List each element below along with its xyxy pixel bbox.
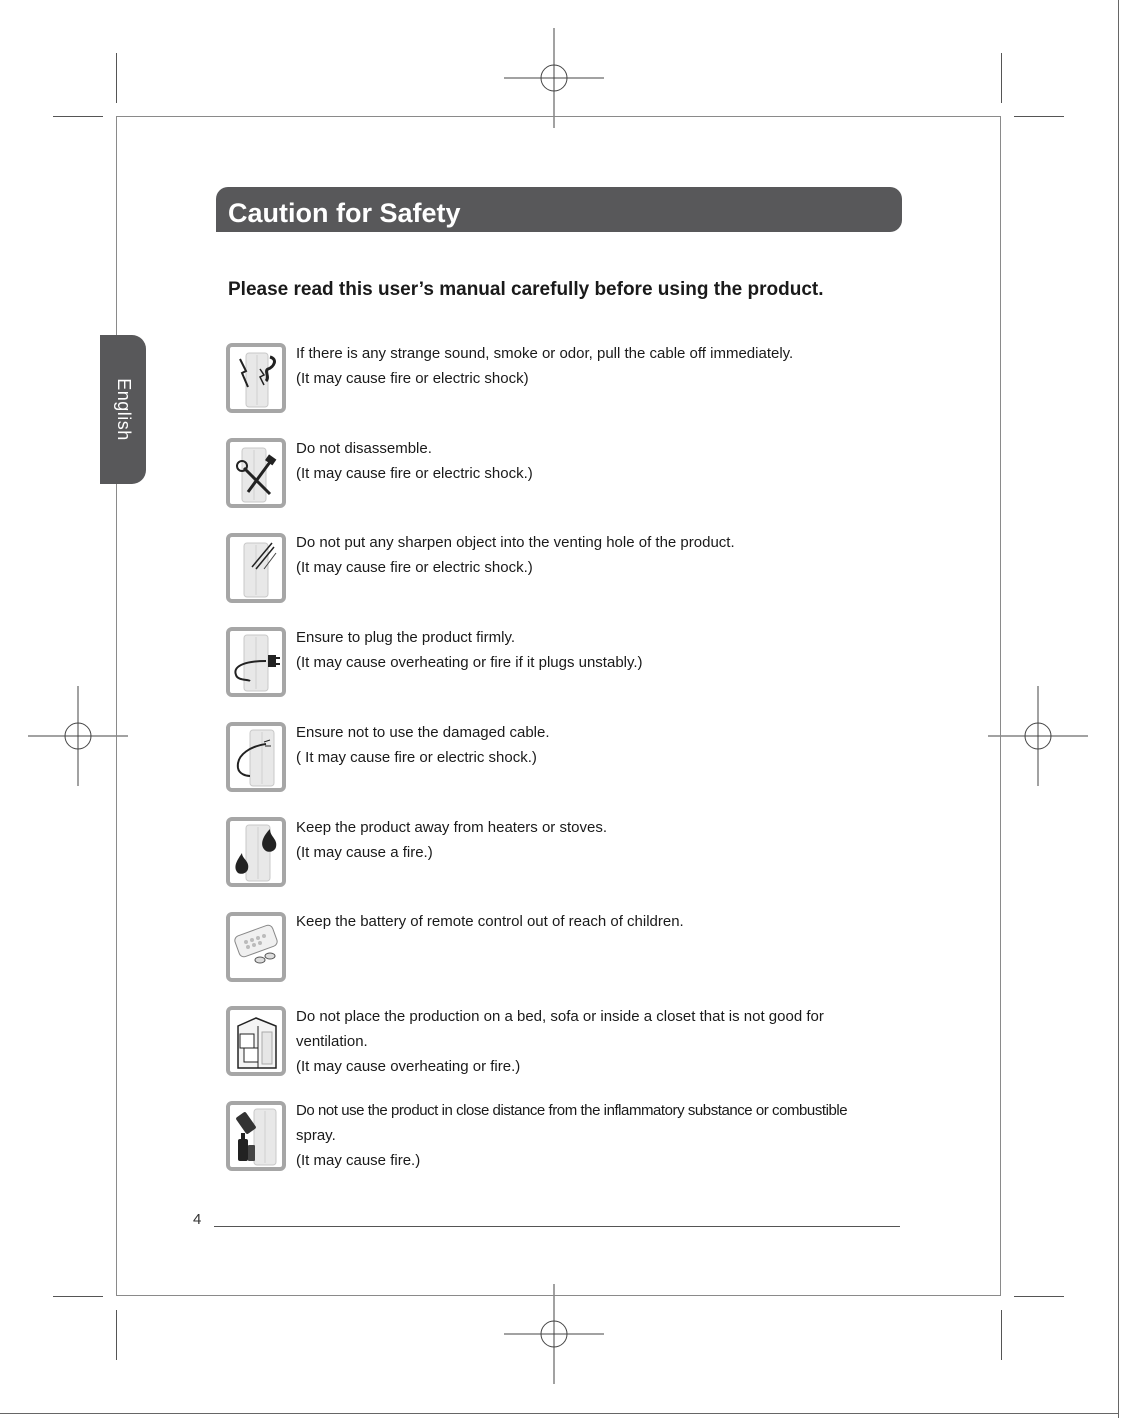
item-warning-text: Do not use the product in close distance from the inflammatory substance or combustible bbox=[296, 1102, 848, 1119]
item-consequence-text: (It may cause overheating or fire if it plugs unstably.) bbox=[296, 654, 643, 671]
item-warning-text: If there is any strange sound, smoke or odor, pull the cable off immediately. bbox=[296, 345, 794, 362]
safety-item bbox=[296, 530, 890, 580]
item-warning-text: Do not place the production on a bed, sofa or inside a closet that is not good for bbox=[296, 1008, 824, 1025]
flammable-spray-icon bbox=[226, 1101, 286, 1171]
item-warning-text: Do not disassemble. bbox=[296, 440, 432, 457]
remote-battery-icon bbox=[226, 912, 286, 982]
item-warning-text: Keep the product away from heaters or stoves. bbox=[296, 819, 607, 836]
footer-rule bbox=[214, 1226, 900, 1227]
crop-mark bbox=[53, 1296, 103, 1297]
safety-item bbox=[296, 341, 890, 391]
item-consequence-text: (It may cause fire or electric shock.) bbox=[296, 465, 533, 482]
item-consequence-text: (It may cause fire.) bbox=[296, 1152, 421, 1169]
language-tab-label-wrap bbox=[100, 335, 146, 484]
crop-mark bbox=[116, 1310, 117, 1360]
safety-item bbox=[296, 1004, 890, 1079]
plug-firmly-icon bbox=[226, 627, 286, 697]
item-consequence-text: (It may cause fire or electric shock.) bbox=[296, 559, 533, 576]
crop-mark bbox=[1014, 1296, 1064, 1297]
item-consequence-text: ( It may cause fire or electric shock.) bbox=[296, 749, 537, 766]
item-warning-text: Ensure not to use the damaged cable. bbox=[296, 724, 550, 741]
item-warning-text: Keep the battery of remote control out of reach of children. bbox=[296, 913, 684, 930]
crop-mark bbox=[1001, 53, 1002, 103]
strange-sound-smoke-icon bbox=[226, 343, 286, 413]
item-consequence-text: (It may cause overheating or fire.) bbox=[296, 1058, 521, 1075]
page-title: Caution for Safety bbox=[228, 198, 461, 228]
safety-item bbox=[296, 1098, 890, 1173]
crop-mark bbox=[1014, 116, 1064, 117]
item-warning-text-cont: ventilation. bbox=[296, 1033, 368, 1050]
safety-item bbox=[296, 625, 890, 675]
item-warning-text: Ensure to plug the product firmly. bbox=[296, 629, 515, 646]
registration-mark-icon bbox=[504, 1284, 604, 1384]
sharp-object-vent-icon bbox=[226, 533, 286, 603]
language-tab-label: English bbox=[113, 378, 134, 441]
crop-mark bbox=[116, 53, 117, 103]
safety-item bbox=[296, 720, 890, 770]
sheet-edge bbox=[0, 1413, 1118, 1414]
safety-item bbox=[296, 909, 890, 934]
crop-mark bbox=[1001, 1310, 1002, 1360]
page-subtitle: Please read this user’s manual carefully before using the product. bbox=[228, 279, 824, 300]
crop-mark bbox=[53, 116, 103, 117]
item-consequence-text: (It may cause a fire.) bbox=[296, 844, 433, 861]
item-warning-text-cont: spray. bbox=[296, 1127, 336, 1144]
disassemble-tools-icon bbox=[226, 438, 286, 508]
heater-fire-icon bbox=[226, 817, 286, 887]
item-consequence-text: (It may cause fire or electric shock) bbox=[296, 370, 529, 387]
damaged-cable-icon bbox=[226, 722, 286, 792]
registration-mark-icon bbox=[504, 28, 604, 128]
safety-item bbox=[296, 436, 890, 486]
page-number: 4 bbox=[193, 1211, 202, 1228]
registration-mark-icon bbox=[988, 686, 1088, 786]
item-warning-text: Do not put any sharpen object into the venting hole of the product. bbox=[296, 534, 735, 551]
safety-item bbox=[296, 815, 890, 865]
sheet-edge bbox=[1118, 0, 1119, 1418]
registration-mark-icon bbox=[28, 686, 128, 786]
closet-ventilation-icon bbox=[226, 1006, 286, 1076]
